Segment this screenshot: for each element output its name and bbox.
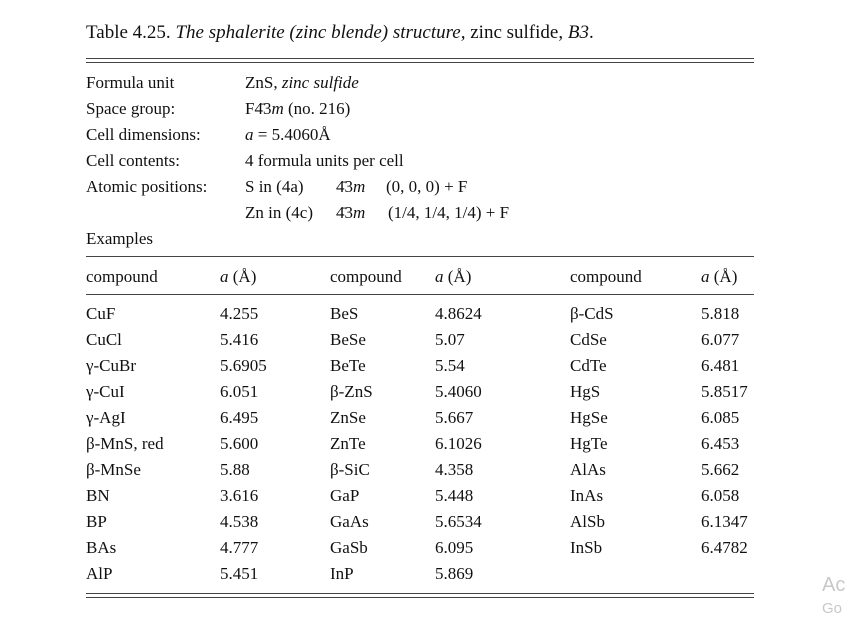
compound-cell: BeTe [330,356,366,375]
atomic-site-1: S in (4a) [245,177,304,196]
cell-contents-value: 4 formula units per cell [245,151,404,170]
compound-cell: GaP [330,486,360,505]
compound-cell: InSb [570,538,603,557]
compound-cell: AlSb [570,512,605,531]
table-caption [86,22,594,44]
lattice-value-cell: 4.358 [435,460,474,479]
lattice-value-cell: 5.818 [701,304,740,323]
atomic-sym-1 [336,177,365,197]
caption-label: Table 4.25. [86,22,171,43]
compound-cell: ZnSe [330,408,366,427]
lattice-value-cell: 5.416 [220,330,259,349]
compound-cell: β-ZnS [330,382,373,401]
compound-cell: γ-CuI [86,382,125,401]
lattice-value-cell: 5.600 [220,434,259,453]
lattice-value-cell: 5.662 [701,460,740,479]
watermark-line2: Go [822,600,843,617]
lattice-value-cell: 6.481 [701,356,740,375]
compound-cell: AlAs [570,460,606,479]
lattice-value-cell: 5.6905 [220,356,267,375]
compound-cell: InAs [570,486,604,505]
atomic-coords-2: (1/4, 1/4, 1/4) + F [388,203,510,222]
formula-name: zinc sulfide [281,73,359,92]
lattice-value-cell: 5.54 [435,356,465,375]
formula-unit-value [245,73,359,93]
compound-cell: HgTe [570,434,608,453]
lattice-value-cell: 4.538 [220,512,259,531]
compound-cell: CdSe [570,330,607,349]
atomic-site-2: Zn in (4c) [245,203,313,222]
lattice-value-cell: 6.1026 [435,434,482,453]
lattice-value-cell: 5.667 [435,408,474,427]
compound-cell: GaAs [330,512,369,531]
compound-cell: γ-AgI [86,408,126,427]
bottom-rule [86,593,754,598]
compound-cell: HgSe [570,408,608,427]
compound-cell: ZnTe [330,434,366,453]
top-rule [86,58,754,63]
header-a-3-var: a [701,267,710,286]
caption-subtitle: zinc sulfide, [470,22,564,43]
compound-cell: CdTe [570,356,607,375]
lattice-value-cell: 6.058 [701,486,740,505]
compound-cell: BAs [86,538,117,557]
cell-dim-var: a [245,125,254,144]
compound-cell: CuCl [86,330,122,349]
compound-cell: AlP [86,564,113,583]
lattice-value-cell: 6.095 [435,538,474,557]
header-a-2-unit: (Å) [447,267,472,286]
compound-cell: GaSb [330,538,368,557]
lattice-value-cell: 6.077 [701,330,740,349]
compound-cell: BN [86,486,110,505]
space-group-label: Space group: [86,99,176,118]
lattice-value-cell: 4.777 [220,538,259,557]
lattice-value-cell: 5.869 [435,564,474,583]
header-a-1-var: a [220,267,229,286]
lattice-value-cell: 6.4782 [701,538,748,557]
lattice-value-cell: 5.07 [435,330,465,349]
lattice-value-cell: 3.616 [220,486,259,505]
header-compound-2: compound [330,267,402,286]
examples-top-rule [86,256,754,257]
header-a-1-unit: (Å) [232,267,257,286]
atomic-sym-2-prefix: 4̄3 [336,203,353,222]
compound-cell: CuF [86,304,116,323]
atomic-sym-1-prefix: 4̄3 [336,177,353,196]
lattice-value-cell: 5.4060 [435,382,482,401]
lattice-value-cell: 6.495 [220,408,259,427]
lattice-value-cell: 6.051 [220,382,259,401]
compound-cell: InP [330,564,354,583]
space-group-value [245,99,350,119]
lattice-value-cell: 4.255 [220,304,259,323]
atomic-sym-2-m: m [353,203,366,222]
lattice-value-cell: 5.451 [220,564,259,583]
atomic-sym-1-m: m [353,177,366,196]
header-a-2 [435,267,471,287]
header-a-1 [220,267,256,287]
compound-cell: β-CdS [570,304,614,323]
cell-contents-label: Cell contents: [86,151,180,170]
formula: ZnS, [245,73,278,92]
lattice-value-cell: 5.6534 [435,512,482,531]
lattice-value-cell: 6.1347 [701,512,748,531]
lattice-value-cell: 5.88 [220,460,250,479]
compound-cell: BP [86,512,107,531]
caption-title: The sphalerite (zinc blende) structure, [175,22,466,43]
header-a-2-var: a [435,267,444,286]
compound-cell: β-MnS, red [86,434,164,453]
compound-cell: HgS [570,382,601,401]
examples-header-rule [86,294,754,295]
lattice-value-cell: 4.8624 [435,304,482,323]
atomic-sym-2 [336,203,365,223]
header-a-3 [701,267,737,287]
header-compound-3: compound [570,267,642,286]
lattice-value-cell: 5.448 [435,486,474,505]
atomic-positions-label: Atomic positions: [86,177,208,196]
lattice-value-cell: 5.8517 [701,382,748,401]
space-group-m: m [271,99,284,118]
caption-period: . [588,22,594,43]
cell-dim-val: = 5.4060Å [257,125,331,144]
cell-dimensions-value [245,125,331,145]
lattice-value-cell: 6.453 [701,434,740,453]
lattice-value-cell: 6.085 [701,408,740,427]
examples-label: Examples [86,229,154,248]
atomic-coords-1: (0, 0, 0) + F [386,177,468,196]
caption-designation: B3 [567,22,589,43]
header-compound-1: compound [86,267,158,286]
header-a-3-unit: (Å) [713,267,738,286]
space-group-number: (no. 216) [288,99,351,118]
compound-cell: β-MnSe [86,460,141,479]
watermark-line1: Ac [822,574,845,596]
compound-cell: γ-CuBr [86,356,137,375]
cell-dimensions-label: Cell dimensions: [86,125,201,144]
compound-cell: BeS [330,304,359,323]
compound-cell: BeSe [330,330,366,349]
space-group-prefix: F4̄3 [245,99,272,118]
compound-cell: β-SiC [330,460,370,479]
formula-unit-label: Formula unit [86,73,175,92]
